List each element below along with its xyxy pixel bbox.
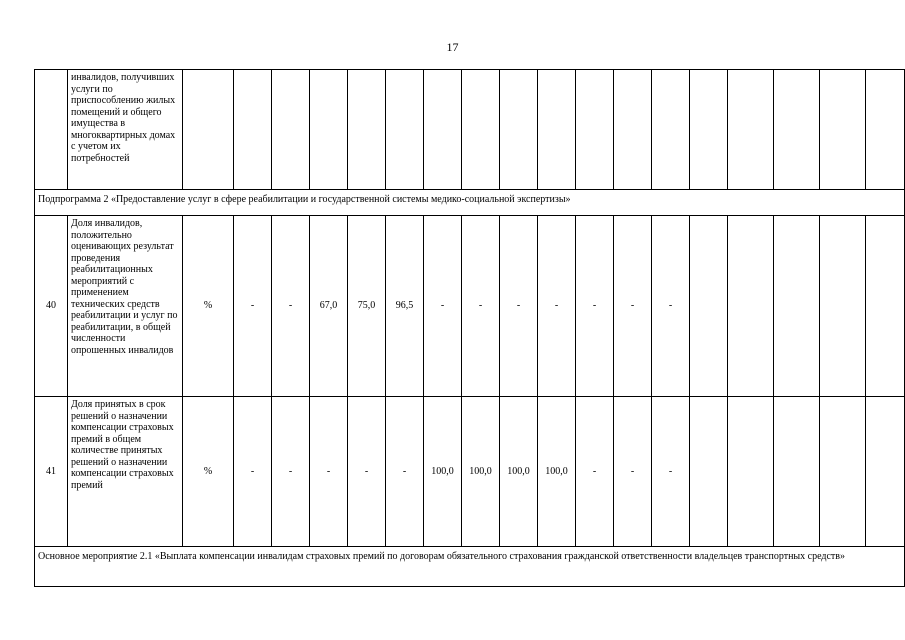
value-cell [652,70,690,190]
value-cell: - [538,216,576,397]
unit-cell [183,70,234,190]
value-cell [774,70,820,190]
value-cell [728,397,774,547]
value-cell: - [234,397,272,547]
value-cell [774,216,820,397]
value-cell [690,216,728,397]
value-cell [728,70,774,190]
value-cell: - [272,216,310,397]
unit-cell: % [183,216,234,397]
row-number [35,70,68,190]
indicator-name: Доля инвалидов, положительно оценивающих результат проведения реабилитационных мероприятий с применением технических средств реабилитации и услуг по реабилитации, в общей численности опрошенных инвалидов [68,216,183,397]
value-cell: - [310,397,348,547]
value-cell [690,70,728,190]
indicator-table [34,69,905,587]
value-cell: 75,0 [348,216,386,397]
value-cell [614,70,652,190]
value-cell [820,70,866,190]
value-cell: - [386,397,424,547]
unit-cell: % [183,397,234,547]
value-cell [866,70,905,190]
section-row [35,547,905,587]
row-number: 40 [35,216,68,397]
value-cell: - [500,216,538,397]
value-cell: - [576,397,614,547]
value-cell: - [614,397,652,547]
value-cell [820,397,866,547]
table-row [35,70,905,190]
value-cell [866,216,905,397]
value-cell [310,70,348,190]
value-cell [866,397,905,547]
value-cell [576,70,614,190]
main-activity-heading: Основное мероприятие 2.1 «Выплата компенсации инвалидам страховых премий по договорам обязательного страхования гражданской ответственности владельцев транспортных средств» [35,547,905,587]
value-cell [728,216,774,397]
value-cell [690,397,728,547]
value-cell [774,397,820,547]
value-cell: - [652,216,690,397]
value-cell: 100,0 [500,397,538,547]
value-cell [462,70,500,190]
value-cell [348,70,386,190]
page-number: 17 [446,40,459,54]
value-cell: 100,0 [424,397,462,547]
value-cell: - [234,216,272,397]
table-row [35,216,905,397]
value-cell: - [348,397,386,547]
value-cell: - [576,216,614,397]
value-cell: - [614,216,652,397]
value-cell: 67,0 [310,216,348,397]
value-cell: - [462,216,500,397]
value-cell [500,70,538,190]
value-cell [424,70,462,190]
value-cell: - [652,397,690,547]
value-cell [234,70,272,190]
row-number: 41 [35,397,68,547]
subprogram-heading: Подпрограмма 2 «Предоставление услуг в сфере реабилитации и государственной системы медико-социальной экспертизы» [35,190,905,216]
value-cell: 96,5 [386,216,424,397]
indicator-name: инвалидов, получивших услуги по приспособлению жилых помещений и общего имущества в многоквартирных домах с учетом их потребностей [68,70,183,190]
value-cell [386,70,424,190]
value-cell [820,216,866,397]
value-cell: - [272,397,310,547]
value-cell: - [424,216,462,397]
value-cell: 100,0 [538,397,576,547]
value-cell: 100,0 [462,397,500,547]
value-cell [538,70,576,190]
table-row [35,397,905,547]
value-cell [272,70,310,190]
section-row [35,190,905,216]
indicator-name: Доля принятых в срок решений о назначении компенсации страховых премий в общем количестве принятых решений о назначении компенсации страховых премий [68,397,183,547]
